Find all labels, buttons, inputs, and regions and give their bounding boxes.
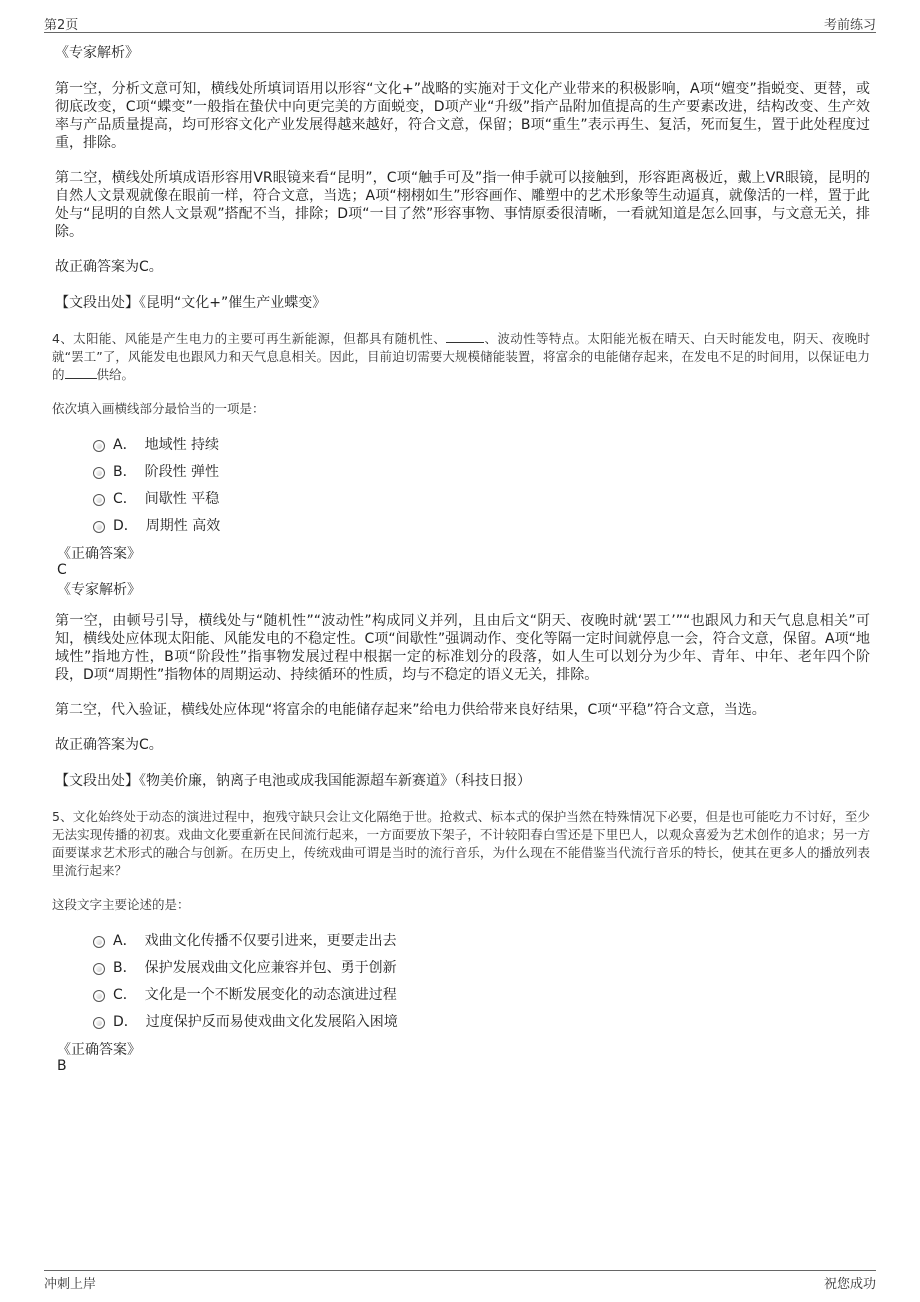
q4-source: 【文段出处】《物美价廉，钠离子电池或成我国能源超车新赛道》（科技日报） bbox=[55, 773, 531, 789]
page-number: 第2页 bbox=[44, 18, 79, 33]
q4-option-a[interactable]: A． 地域性 持续 bbox=[55, 434, 870, 461]
q3-analysis-label: 《专家解析》 bbox=[55, 45, 139, 61]
page-footer bbox=[44, 1270, 876, 1291]
q5-answer-label: 《正确答案》 bbox=[57, 1042, 141, 1058]
q4-blank-2 bbox=[65, 366, 97, 379]
radio-icon[interactable] bbox=[93, 494, 105, 506]
q4-option-c[interactable]: C． 间歇性 平稳 bbox=[55, 488, 870, 515]
q4-option-d[interactable]: D． 周期性 高效 bbox=[55, 515, 870, 542]
q4-analysis-label: 《专家解析》 bbox=[57, 582, 141, 598]
q4-conclusion: 故正确答案为C。 bbox=[55, 737, 163, 753]
q4-analysis-paragraph-2: 第二空，代入验证，横线处应体现“将富余的电能储存起来”给电力供给带来良好结果，C项“平稳”符合文意，当选。 bbox=[55, 702, 766, 718]
q4-question bbox=[52, 330, 870, 384]
radio-icon[interactable] bbox=[93, 963, 105, 975]
q4-prompt: 依次填入画横线部分最恰当的一项是： bbox=[52, 401, 265, 416]
q5-option-b[interactable]: B． 保护发展戏曲文化应兼容并包、勇于创新 bbox=[55, 957, 870, 984]
q4-text-c: 供给。 bbox=[96, 367, 135, 382]
q4-answer: C bbox=[57, 562, 67, 578]
radio-icon[interactable] bbox=[93, 1017, 105, 1029]
radio-icon[interactable] bbox=[93, 936, 105, 948]
q3-analysis-paragraph-2: 第二空，横线处所填成语形容用VR眼镜来看“昆明”，C项“触手可及”指一伸手就可以接触到，形容距离极近，戴上VR眼镜，昆明的自然人文景观就像在眼前一样，符合文意，当选；A项“栩栩如生”形容画作、雕塑中的艺术形象等生动逼真，就像活的一样，置于此处与“昆明的自然人文景观”搭配不当，排除；D项“一目了然”形容事物、事情原委很清晰，一看就知道是怎么回事，与文意无关，排除。 bbox=[55, 170, 870, 240]
document-content bbox=[52, 44, 870, 1074]
q4-text-a: 4、太阳能、风能是产生电力的主要可再生新能源，但都具有随机性、 bbox=[52, 331, 447, 346]
q5-answer: B bbox=[57, 1058, 67, 1074]
q4-answer-label: 《正确答案》 bbox=[57, 546, 141, 562]
q5-question: 5、文化始终处于动态的演进过程中，抱残守缺只会让文化隔绝于世。抢救式、标本式的保护当然在特殊情况下必要，但是也可能吃力不讨好，至少无法实现传播的初衷。戏曲文化要重新在民间流行起来，一方面要放下架子，不计较阳春白雪还是下里巴人，以观众喜爱为艺术创作的追求；另一方面要谋求艺术形式的融合与创新。在历史上，传统戏曲可谓是当时的流行音乐，为什么现在不能借鉴当代流行音乐的特长，使其在更多人的播放列表里流行起来？ bbox=[52, 809, 870, 878]
q3-source: 【文段出处】《昆明“文化+”催生产业蝶变》 bbox=[55, 295, 327, 311]
q4-text-b: 、波动性等特点。太阳能光板在晴天、白天时能发电，阴天、夜晚时就“罢工”了，风能发电也跟风力和天气息息相关。因此，目前迫切需要大规模储能装置，将富余的电能储存起来，在发电不足的时间用，以保证电力的 bbox=[52, 331, 870, 382]
q4-options bbox=[55, 434, 870, 542]
radio-icon[interactable] bbox=[93, 521, 105, 533]
header-title: 考前练习 bbox=[823, 18, 876, 33]
footer-left-text: 冲刺上岸 bbox=[44, 1277, 97, 1292]
q5-options bbox=[55, 930, 870, 1038]
radio-icon[interactable] bbox=[93, 440, 105, 452]
q4-blank-1 bbox=[446, 330, 484, 343]
radio-icon[interactable] bbox=[93, 467, 105, 479]
q5-option-c[interactable]: C． 文化是一个不断发展变化的动态演进过程 bbox=[55, 984, 870, 1011]
q4-option-b[interactable]: B． 阶段性 弹性 bbox=[55, 461, 870, 488]
q5-option-a[interactable]: A． 戏曲文化传播不仅要引进来，更要走出去 bbox=[55, 930, 870, 957]
page-header bbox=[44, 12, 876, 33]
footer-right-text: 祝您成功 bbox=[823, 1277, 876, 1292]
q5-prompt: 这段文字主要论述的是： bbox=[52, 897, 190, 912]
q3-analysis-paragraph-1: 第一空，分析文意可知，横线处所填词语用以形容“文化+”战略的实施对于文化产业带来的积极影响，A项“嬗变”指蜕变、更替，或彻底改变，C项“蝶变”一般指在蛰伏中向更完美的方面蜕变，D项产业“升级”指产品附加值提高的生产要素改进，结构改变、生产效率与产品质量提高，均可形容文化产业发展得越来越好，符合文意，保留；B项“重生”表示再生、复活，死而复生，置于此处程度过重，排除。 bbox=[55, 81, 870, 151]
q4-analysis-paragraph-1: 第一空，由顿号引导，横线处与“随机性”“波动性”构成同义并列，且由后文“阴天、夜晚时就‘罢工’”“也跟风力和天气息息相关”可知，横线处应体现太阳能、风能发电的不稳定性。C项“间歇性”强调动作、变化等隔一定时间就停息一会，符合文意，保留。A项“地域性”指地方性，B项“阶段性”指事物发展过程中根据一定的标准划分的段落，如人生可以划分为少年、青年、中年、老年四个阶段，D项“周期性”指物体的周期运动、持续循环的性质，均与不稳定的语义无关，排除。 bbox=[55, 613, 870, 683]
radio-icon[interactable] bbox=[93, 990, 105, 1002]
q3-conclusion: 故正确答案为C。 bbox=[55, 259, 163, 275]
q5-option-d[interactable]: D． 过度保护反而易使戏曲文化发展陷入困境 bbox=[55, 1011, 870, 1038]
